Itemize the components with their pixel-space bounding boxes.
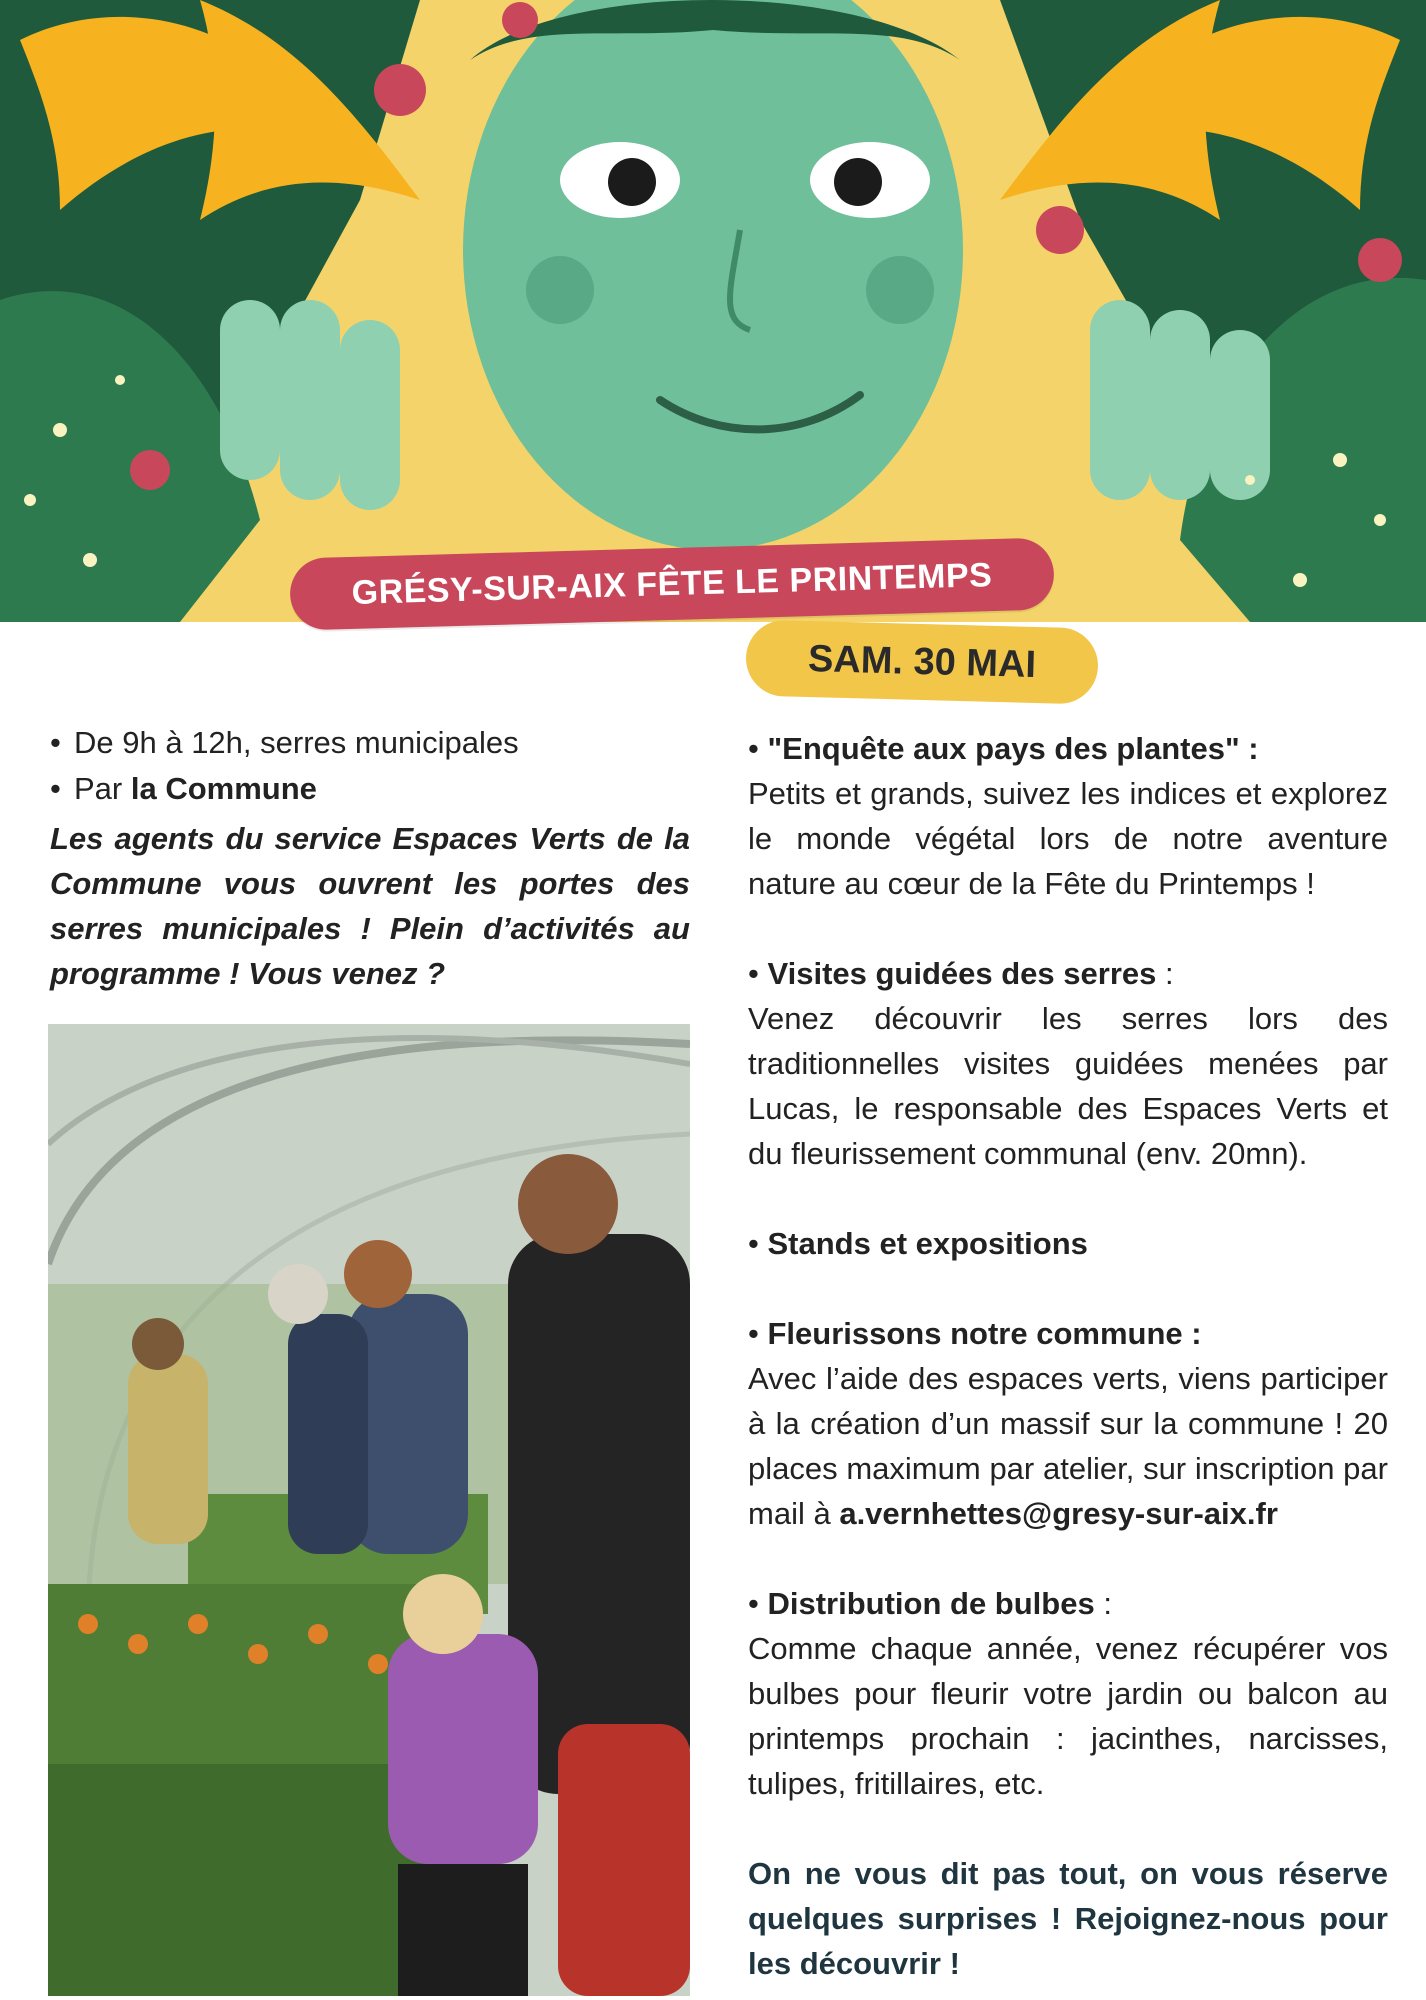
lead-paragraph: Les agents du service Espaces Verts de la Commune vous ouvrent les portes des serres municipales ! Plein d’activités au programme ! Vous venez ? — [50, 821, 690, 991]
activity-description: Venez découvrir les serres lors des traditionnelles visites guidées menées par Lucas, le responsable des Espaces Verts et du fleurissement communal (env. 20mn). — [748, 1001, 1388, 1171]
left-column — [50, 720, 690, 996]
bullet: • — [748, 1586, 759, 1621]
activity-guided-tours — [748, 951, 1388, 1176]
right-column — [748, 726, 1388, 1986]
organizer-prefix: Par — [74, 771, 123, 806]
organizer-name: la Commune — [130, 771, 317, 806]
spirit-illustration — [0, 0, 1426, 622]
activity-description: Petits et grands, suivez les indices et explorez le monde végétal lors de notre aventure nature au cœur de la Fête du Printemps ! — [748, 776, 1388, 901]
bullet: • — [748, 956, 759, 991]
organizer-line — [50, 766, 690, 812]
activity-title: • Fleurissons notre commune : — [748, 1316, 1202, 1351]
bullet: • — [50, 771, 61, 806]
closing-message: On ne vous dit pas tout, on vous réserve quelques surprises ! Rejoignez-nous pour les découvrir ! — [748, 1856, 1388, 1981]
bullet: • — [50, 725, 61, 760]
event-date: SAM. 30 MAI — [807, 637, 1037, 686]
activity-description: Comme chaque année, venez récupérer vos bulbes pour fleurir votre jardin ou balcon au printemps prochain : jacinthes, narcisses, tulipes, fritillaires, etc. — [748, 1631, 1388, 1801]
activity-flowering — [748, 1311, 1388, 1536]
activity-title: • "Enquête aux pays des plantes" : — [748, 731, 1259, 766]
activity-description: Avec l’aide des espaces verts, viens participer à la création d’un massif sur la commune ! 20 places maximum par atelier, sur inscription par mail à a.vernhettes@gresy-sur-aix.fr — [748, 1361, 1388, 1531]
bullet: • — [748, 731, 759, 766]
hero-illustration — [0, 0, 1426, 622]
activity-bulb-distribution — [748, 1581, 1388, 1806]
time-location-line — [50, 720, 690, 766]
activity-title: • Visites guidées des serres : — [748, 956, 1174, 991]
activity-title: • Distribution de bulbes : — [748, 1586, 1112, 1621]
bullet: • — [748, 1316, 759, 1351]
bullet: • — [748, 1226, 759, 1261]
greenhouse-photo — [48, 1024, 690, 1996]
activity-stands — [748, 1221, 1388, 1266]
greenhouse-scene — [48, 1024, 690, 1996]
event-date-badge — [745, 619, 1099, 704]
registration-email-link[interactable]: a.vernhettes@gresy-sur-aix.fr — [839, 1496, 1278, 1531]
time-location-text: De 9h à 12h, serres municipales — [74, 725, 519, 760]
activity-plant-quest — [748, 726, 1388, 906]
event-title: GRÉSY-SUR-AIX FÊTE LE PRINTEMPS — [351, 555, 993, 612]
activity-title: • Stands et expositions — [748, 1226, 1088, 1261]
